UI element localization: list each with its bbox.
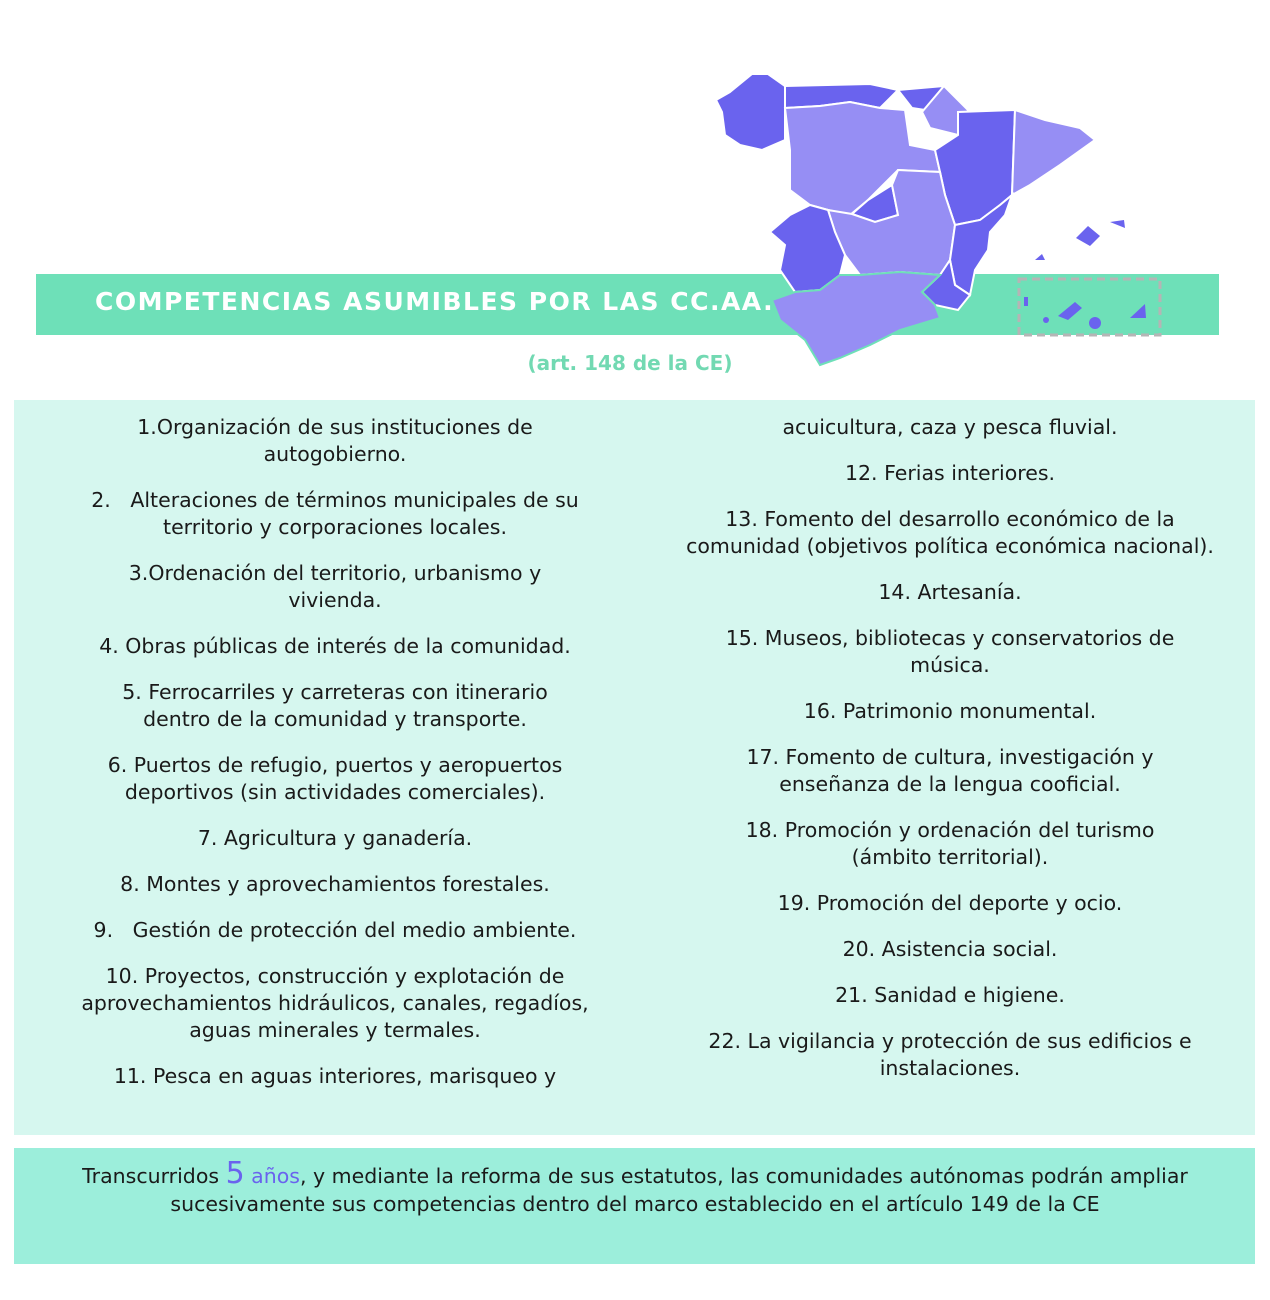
competence-item: 4. Obras públicas de interés de la comunidad. xyxy=(99,634,571,658)
competence-item: 22. La vigilancia y protección de sus edificios e instalaciones. xyxy=(708,1029,1192,1080)
map-region-baleares xyxy=(1076,226,1100,246)
map-region-galicia xyxy=(716,74,785,150)
map-region-canarias-4 xyxy=(1089,317,1101,329)
competences-list-left xyxy=(40,414,630,1109)
competence-item: 12. Ferias interiores. xyxy=(844,461,1056,485)
canarias-inset-frame xyxy=(1019,279,1160,335)
competence-item: 7. Agricultura y ganadería. xyxy=(197,826,473,850)
map-region-cataluna xyxy=(1012,110,1095,195)
page-title: COMPETENCIAS ASUMIBLES POR LAS CC.AA. xyxy=(95,287,775,316)
map-region-canarias-5 xyxy=(1130,304,1146,318)
map-region-menorca xyxy=(1110,220,1125,228)
competence-item: 1.Organización de sus instituciones de autogobierno. xyxy=(137,415,533,466)
competence-item: 8. Montes y aprovechamientos forestales. xyxy=(120,872,550,896)
competence-item: 10. Proyectos, construcción y explotación de aprovechamientos hidráulicos, canales, regadíos, aguas minerales y termales. xyxy=(81,964,589,1042)
competence-item: 6. Puertos de refugio, puertos y aeropuertos deportivos (sin actividades comerciales). xyxy=(107,753,563,804)
competence-item: 21. Sanidad e higiene. xyxy=(835,983,1065,1007)
competence-item: 14. Artesanía. xyxy=(878,580,1022,604)
map-region-canarias-3 xyxy=(1058,302,1082,320)
competence-item: 5. Ferrocarriles y carreteras con itinerario dentro de la comunidad y transporte. xyxy=(122,680,548,731)
map-region-canarias-2 xyxy=(1043,317,1049,323)
competence-item: 16. Patrimonio monumental. xyxy=(803,699,1097,723)
competence-item: 15. Museos, bibliotecas y conservatorios de música. xyxy=(725,626,1175,677)
competence-item: acuicultura, caza y pesca fluvial. xyxy=(782,415,1118,439)
competence-item: 17. Fomento de cultura, investigación y enseñanza de la lengua cooficial. xyxy=(746,745,1154,796)
competences-list-right xyxy=(660,414,1240,1101)
competence-item: 13. Fomento del desarrollo económico de la comunidad (objetivos política económica nacional). xyxy=(686,507,1214,558)
spain-regions-map-icon xyxy=(0,0,1270,380)
footer-years-unit: años xyxy=(244,1164,300,1188)
competence-item: 2. Alteraciones de términos municipales de su territorio y corporaciones locales. xyxy=(91,488,579,539)
competence-item: 9. Gestión de protección del medio ambiente. xyxy=(93,918,577,942)
competence-item: 11. Pesca en aguas interiores, marisqueo y xyxy=(113,1064,557,1088)
footer-years-number: 5 xyxy=(225,1156,245,1191)
competence-item: 3.Ordenación del territorio, urbanismo y vivienda. xyxy=(128,561,542,612)
competence-item: 20. Asistencia social. xyxy=(842,937,1058,961)
map-region-canarias-1 xyxy=(1024,297,1028,306)
page-subtitle: (art. 148 de la CE) xyxy=(527,351,733,375)
footer-text: Transcurridos 5 años, y mediante la reforma de sus estatutos, las comunidades autónomas podrán ampliar sucesivamente sus competencias dentro del marco establecido en el artículo 149 de la CE xyxy=(82,1156,1188,1216)
map-region-ibiza xyxy=(1035,254,1045,260)
competence-item: 18. Promoción y ordenación del turismo (ámbito territorial). xyxy=(745,818,1155,869)
competence-item: 19. Promoción del deporte y ocio. xyxy=(777,891,1123,915)
